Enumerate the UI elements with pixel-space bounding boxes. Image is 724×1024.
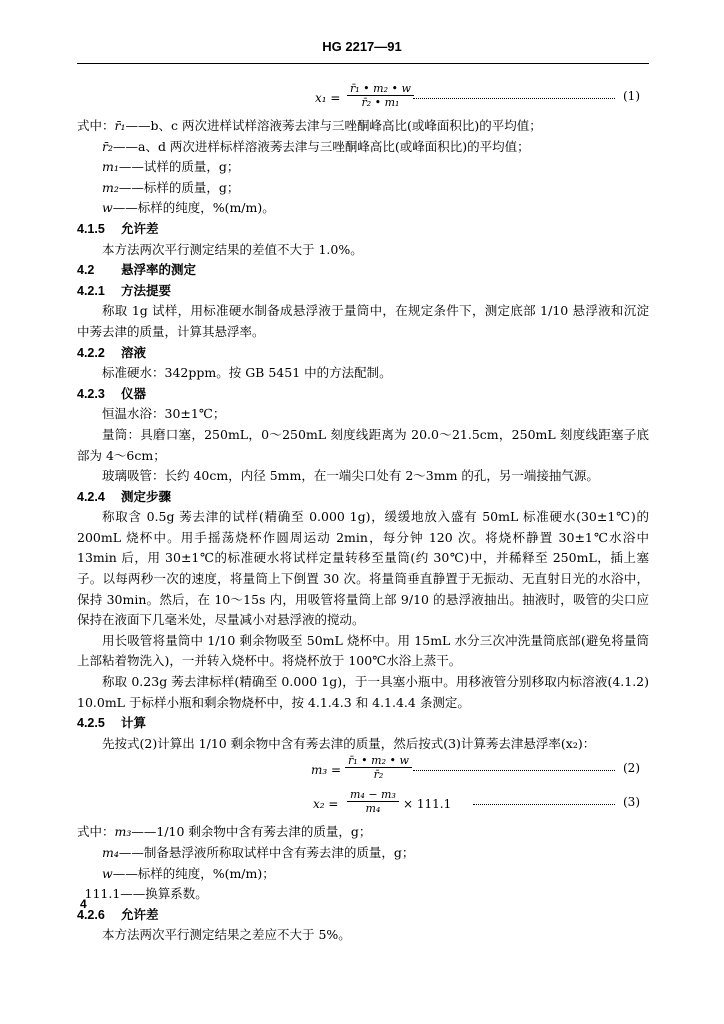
legend-2-desc: 制备悬浮液所称取试样中含有莠去津的质量，g； bbox=[143, 845, 415, 860]
legend-1-symbol: w bbox=[102, 200, 113, 216]
legend-2-dash: —— bbox=[120, 886, 146, 902]
instrument-cylinder: 量筒：具磨口塞，250mL，0～250mL 刻度线距离为 20.0～21.5cm，250mL 刻度线距塞子底部为 4～6cm； bbox=[77, 426, 649, 463]
formula-3-denominator: m₄ bbox=[365, 802, 381, 816]
standard-header: HG 2217—91 bbox=[322, 39, 402, 54]
legend-2-symbol: w bbox=[102, 865, 113, 881]
legend-1-row-1 bbox=[77, 116, 649, 137]
legend-2-dash: —— bbox=[112, 865, 138, 881]
section-4-2-2-body: 标准硬水：342ppm。按 GB 5451 中的方法配制。 bbox=[102, 365, 392, 381]
legend-2-symbol: 111.1 bbox=[84, 886, 121, 902]
formula-1-denominator: r̄₂ • m₁ bbox=[361, 96, 400, 109]
legend-1-lead: 式中： bbox=[77, 118, 115, 133]
section-title: 允许差 bbox=[121, 907, 159, 922]
legend-2-row-2 bbox=[77, 843, 649, 864]
section-4-1-5-heading bbox=[77, 219, 649, 240]
section-title: 计算 bbox=[121, 716, 147, 731]
formula-1-fraction bbox=[347, 82, 414, 109]
formula-2 bbox=[77, 754, 649, 788]
section-number: 4.2.4 bbox=[77, 489, 105, 504]
legend-2-dash: —— bbox=[118, 845, 144, 860]
legend-1-symbol: m₁ bbox=[102, 159, 119, 175]
legend-2-symbol: m₄ bbox=[102, 845, 119, 860]
formula-2-denominator: r̄₂ bbox=[373, 768, 384, 782]
formula-3-leader bbox=[473, 804, 615, 805]
formula-2-fraction bbox=[345, 754, 412, 781]
formula-2-number: (2) bbox=[623, 761, 640, 776]
section-4-2-4-heading bbox=[77, 487, 649, 508]
formula-3-factor: × 111.1 bbox=[403, 797, 452, 812]
section-4-2-6-heading bbox=[77, 905, 649, 926]
section-4-2-2-heading bbox=[77, 343, 649, 364]
section-title: 方法提要 bbox=[121, 283, 172, 298]
section-4-2-3-heading bbox=[77, 384, 649, 405]
section-number: 4.2 bbox=[77, 263, 95, 278]
formula-1-numerator: r̄₁ • m₂ • w bbox=[347, 82, 414, 96]
section-4-2-heading bbox=[77, 260, 649, 281]
section-title: 悬浮率的测定 bbox=[121, 263, 197, 278]
legend-1-symbol: r̄₂ bbox=[102, 138, 113, 154]
header-rule bbox=[77, 63, 649, 64]
legend-1-dash: —— bbox=[118, 179, 144, 195]
page-content bbox=[77, 82, 649, 946]
legend-1-desc: 标样的质量，g； bbox=[143, 179, 240, 195]
legend-1-symbol: m₂ bbox=[102, 179, 119, 195]
legend-1-dash: —— bbox=[125, 118, 151, 133]
section-number: 4.2.3 bbox=[77, 386, 105, 401]
section-4-2-1-body: 称取 1g 试样，用标准硬水制备成悬浮液于量筒中，在规定条件下，测定底部 1/10 悬浮液和沉淀中莠去津的质量，计算其悬浮率。 bbox=[77, 303, 649, 339]
section-number: 4.2.1 bbox=[77, 283, 105, 298]
legend-1-row-2 bbox=[77, 137, 649, 158]
section-number: 4.2.5 bbox=[77, 716, 105, 731]
instrument-pipette: 玻璃吸管：长约 40cm，内径 5mm，在一端尖口处有 2～3mm 的孔，另一端接抽气源。 bbox=[102, 468, 599, 484]
legend-1-row-4 bbox=[77, 178, 649, 199]
legend-1-desc: b、c 两次进样试样溶液莠去津与三唑酮峰高比(或峰面积比)的平均值； bbox=[150, 118, 542, 133]
instrument-water-bath: 恒温水浴：30±1℃； bbox=[102, 406, 226, 422]
section-number: 4.2.2 bbox=[77, 345, 105, 360]
section-4-1-5-body: 本方法两次平行测定结果的差值不大于 1.0%。 bbox=[102, 241, 363, 257]
section-number: 4.1.5 bbox=[77, 221, 105, 236]
legend-1-dash: —— bbox=[118, 159, 144, 175]
formula-1-number: (1) bbox=[623, 89, 640, 103]
formula-2-leader bbox=[413, 770, 615, 771]
legend-2-row-4 bbox=[77, 884, 649, 905]
legend-2-symbol: m₃ bbox=[114, 824, 132, 840]
page-number: 4 bbox=[80, 897, 87, 911]
legend-2-desc: 换算系数。 bbox=[145, 886, 208, 902]
formula-3-fraction bbox=[347, 788, 399, 815]
section-title: 溶液 bbox=[121, 345, 147, 360]
section-4-2-5-heading bbox=[77, 713, 649, 734]
legend-2-desc: 标样的纯度，%(m/m)； bbox=[137, 865, 275, 881]
legend-1-desc: a、d 两次进样标样溶液莠去津与三唑酮峰高比(或峰面积比)的平均值； bbox=[138, 138, 530, 154]
section-title: 允许差 bbox=[121, 221, 159, 236]
legend-1-row-3 bbox=[77, 157, 649, 178]
legend-2-lead: 式中： bbox=[77, 824, 115, 840]
section-number: 4.2.6 bbox=[77, 907, 105, 922]
formula-1-leader bbox=[413, 98, 615, 99]
legend-1-symbol: r̄₁ bbox=[114, 118, 126, 133]
legend-1-desc: 试样的质量，g； bbox=[143, 159, 240, 175]
legend-2-row-1 bbox=[77, 822, 649, 843]
section-title: 仪器 bbox=[121, 386, 147, 401]
formula-3-numerator: m₄ − m₃ bbox=[347, 788, 399, 802]
legend-1-dash: —— bbox=[113, 138, 138, 154]
formula-1 bbox=[77, 82, 649, 116]
legend-2-row-3 bbox=[77, 864, 649, 885]
legend-2-dash: —— bbox=[131, 824, 157, 840]
section-4-2-5-body: 先按式(2)计算出 1/10 剩余物中含有莠去津的质量，然后按式(3)计算莠去津悬浮率(x₂)： bbox=[102, 735, 596, 751]
legend-1-dash: —— bbox=[112, 200, 138, 216]
formula-2-lhs: m₃ = bbox=[311, 763, 342, 778]
formula-2-numerator: r̄₁ • m₂ • w bbox=[345, 754, 412, 768]
formula-3-number: (3) bbox=[623, 795, 640, 810]
section-title: 测定步骤 bbox=[121, 489, 172, 504]
formula-1-lhs: x₁ = bbox=[315, 91, 341, 105]
procedure-paragraph-3: 称取 0.23g 莠去津标样(精确至 0.000 1g)，于一具塞小瓶中。用移液管分别移取内标溶液(4.1.2) 10.0mL 于标样小瓶和剩余物烧杯中，按 4.1.4.3 和 4.1.4.4 条测定。 bbox=[77, 674, 649, 710]
formula-3-lhs: x₂ = bbox=[313, 797, 339, 812]
procedure-paragraph-2: 用长吸管将量筒中 1/10 剩余物吸至 50mL 烧杯中。用 15mL 水分三次冲洗量筒底部(避免将量筒上部粘着物洗入)，一并转入烧杯中。将烧杯放于 100℃水浴上蒸干。 bbox=[77, 632, 649, 669]
legend-2-desc: 1/10 剩余物中含有莠去津的质量，g； bbox=[156, 824, 372, 840]
section-4-2-6-body: 本方法两次平行测定结果之差应不大于 5%。 bbox=[102, 927, 351, 943]
procedure-paragraph-1: 称取含 0.5g 莠去津的试样(精确至 0.000 1g)，缓缓地放入盛有 50mL 标准硬水(30±1℃)的 200mL 烧杯中。用手摇荡烧杯作圆周运动 2min，每分钟 120 次。将烧杯静置 30±1℃水浴中 13min 后，用 30±1℃的标准硬水将试样定量转移至量筒(约 30℃)中，并稀释至 250mL，插上塞子。以每两秒一次的速度，将量筒上下倒置 30 次。将量筒垂直静置于无振动、无直射日光的水浴中，保持 30min。然后，在 10～15s 内，用吸管将量筒上部 9/10 的悬浮液抽出。抽液时，吸管的尖口应保持在液面下几毫米处，尽量减小对悬浮液的搅动。 bbox=[77, 509, 649, 628]
legend-1-row-5 bbox=[77, 198, 649, 219]
legend-1-desc: 标样的纯度，%(m/m)。 bbox=[137, 200, 275, 216]
formula-3 bbox=[77, 788, 649, 822]
section-4-2-1-heading bbox=[77, 281, 649, 302]
